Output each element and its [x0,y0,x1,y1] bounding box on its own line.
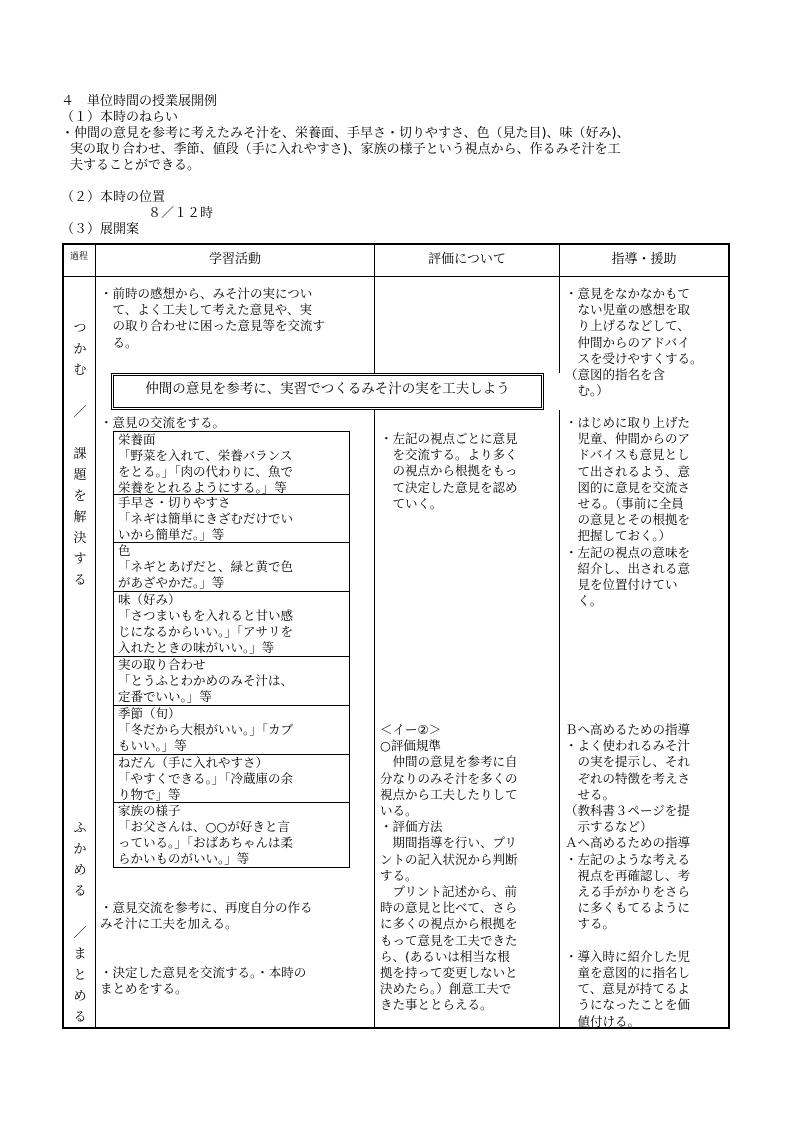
viewpoint-family: 家族の様子 「お父さんは、○○が好きと言 っている。」「おばあちゃんは柔 らかいものがいい。」等 [113,802,350,868]
evaluation-2: ＜イー②＞ ○評価規準 仲間の意見を参考に自 分なりのみそ汁を多くの 視点から工夫したりして いる。 ・評価方法 期間指導を行い、プリ ントの記入状況から判断 する。 プリント記述から、前 時の意見と比べて、さら に多くの視点から根拠を もって意見を工夫できた ら、(あるいは相当な根 拠を持って変更しないと 決めたら。）創意工夫で きた事ととらえる。 [380,722,518,1013]
guidance-1: ・意見をなかなかもて ない児童の感想を取 り上げるなどして、 仲間からのアドバイ スを受けやすくする。 （意図的指名を含 む。） [565,286,703,399]
guidance-2: ・はじめに取り上げた 児童、仲間からのア ドバイスも意見とし て出されるよう、意 図的に意見を交流さ せる。（事前に全員 の意見とその根拠を 把握しておく。） ・左記の視点の意味を 紹介し、出される意 見を位置付けてい く。 [565,415,691,609]
evaluation-1: ・左記の視点ごとに意見 を交流する。より多く の視点から根拠をもっ て決定した意見を認め ていく。 [380,431,518,511]
position-label: （２）本時の位置 [61,190,166,205]
header-evaluation: 評価について [428,252,506,267]
viewpoint-speed: 手早さ・切りやすさ 「ネギは簡単にきざむだけでい いから簡単だ。」等 [113,494,350,543]
viewpoint-taste: 味（好み） 「さつまいもを入れると甘い感 じになるからいい。」「アサリを 入れたときの味がいい。」等 [113,591,350,657]
plan-label: （３）展開案 [61,222,140,237]
header-activity: 学習活動 [208,252,261,267]
aim-line-2: 実の取り合わせ、季節、値段（手に入れやすさ)、家族の様子という視点から、作るみそ汁を工 [70,142,621,157]
section-heading: ４ 単位時間の授業展開例 [61,94,218,109]
viewpoint-combination: 実の取り合わせ 「とうふとわかめのみそ汁は、 定番でいい。」等 [113,656,350,706]
activity-summary: ・決定した意見を交流する。・本時の まとめをする。 [100,965,307,997]
lesson-goal-box [111,373,544,410]
activity-more: ・意見交流を参考に、再度自分の作る みそ汁に工夫を加える。 [100,900,313,932]
guidance-3: Ｂへ高めるための指導 ・よく使われるみそ汁 の実を提示し、それ ぞれの特徴を考えさ せる。 （教科書３ページを提 示するなど） Ａへ高めるための指導 ・左記のような考える 視点を再確認し、考 える手がかりをさら に多くもてるように する。 ・導入時に紹介した児 童を意図的に指名し て、意見が持てるよ うになったことを価 値付ける。 [565,722,691,1029]
viewpoint-price: ねだん（手に入れやすさ） 「やすくできる。」「冷蔵庫の余 り物で」等 [113,754,350,803]
header-process: 過程 [69,252,88,262]
aim-line-1: ・仲間の意見を参考に考えたみそ汁を、栄養面、手早さ・切りやすさ、色（見た目)、味（好み)、 [61,126,630,141]
aim-line-3: 夫することができる。 [70,158,201,173]
viewpoint-color: 色 「ネギとあげだと、緑と黄で色 があざやかだ。」等 [113,542,350,592]
aim-label: （１）本時のねらい [61,110,179,125]
position-value: ８／１２時 [148,206,214,221]
activity-exchange: ・意見の交流をする。 [100,415,226,430]
viewpoint-nutrition: 栄養面 「野菜を入れて、栄養バランス をとる。」「肉の代わりに、魚で 栄養をとれるようにする。」等 [113,431,350,495]
activity-intro: ・前時の感想から、みそ汁の実につい て、よく工夫して考えた意見や、実 の取り合わせに困った意見等を交流す る。 [100,286,326,350]
header-guidance: 指導・援助 [611,252,677,267]
lesson-goal: 仲間の意見を参考に、実習でつくるみそ汁の実を工夫しよう [145,381,510,397]
viewpoint-season: 季節（旬） 「冬だから大根がいい。」「カブ もいい。」等 [113,705,350,755]
